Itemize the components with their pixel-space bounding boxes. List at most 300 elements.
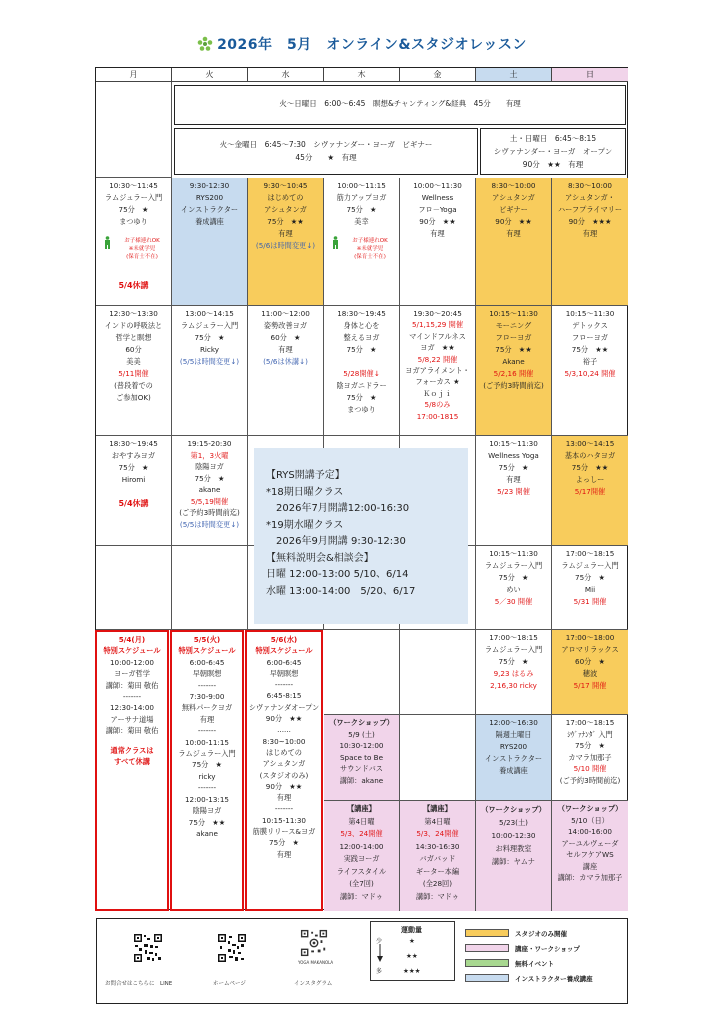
class-time: 10:30～11:45 (109, 181, 158, 190)
class-duration: 75分 ★★ (571, 463, 609, 472)
banner-meditation-text: 火～日曜日 6:00～6:45 瞑想&チャンティング&経典 45分 有理 (279, 99, 521, 108)
class-change-note: (5/5は時間変更↓) (179, 519, 240, 529)
special-line: 無料パークヨガ (181, 703, 233, 713)
special-line: 90分 ★★ (265, 714, 303, 724)
kids-text: ※未就学児 (356, 246, 384, 252)
class-duration: 75分 ★ (498, 463, 529, 472)
special-line: 7:30-9:00 (189, 692, 225, 702)
class-time: 12:00～16:30 (489, 718, 538, 727)
special-line: akane (196, 828, 218, 838)
special-line: アシュタンガ (262, 759, 306, 769)
day-header-sat: 土 (476, 68, 552, 82)
class-duration: 75分 ★★ (571, 345, 609, 354)
workshop-cell-sat-7[interactable] (476, 801, 552, 911)
course-date-note: 5/3、24開催 (340, 829, 383, 838)
class-duration: 75分 ★ (575, 741, 605, 750)
class-date-note: 5/8,22 開催 (417, 354, 458, 364)
class-cell-tue-3[interactable] (172, 436, 248, 546)
special-line: 75分 ★ (269, 838, 299, 848)
class-cell-fri-2[interactable] (400, 306, 476, 436)
empty-cell (324, 630, 400, 715)
class-teacher: 美幸 (354, 217, 369, 226)
class-duration: 60分 (125, 345, 142, 354)
class-teacher: カマラ加那子 (568, 752, 612, 762)
rys-line: 2026年7月開講12:00-16:30 (276, 503, 410, 514)
course-teacher: 講師：マドゥ (416, 891, 459, 901)
banner-text: 90分 ★★ 有理 (522, 160, 584, 169)
class-date-note: 5/31 開催 (573, 597, 607, 606)
class-teacher: 裕子 (582, 357, 598, 366)
class-time: 17:00～18:15 (565, 549, 615, 558)
class-duration: 75分 ★ (118, 463, 149, 472)
class-time: 19:15-20:30 (187, 439, 232, 448)
class-name: 哲学と瞑想 (115, 333, 152, 342)
kids-text: (保育士不在) (354, 254, 386, 260)
banner-text: 45分 ★ 有理 (295, 153, 357, 162)
class-teacher: よっしー (575, 475, 605, 484)
class-date-note: 9,23 はるみ (493, 669, 534, 678)
special-line: 90分 ★★ (265, 781, 303, 791)
day-header-mon: 月 (96, 68, 172, 82)
workshop-date: 5/10（日） (571, 815, 609, 825)
class-time: 17:00～18:15 (565, 718, 615, 727)
class-teacher: まつゆり (119, 217, 148, 226)
class-cell-sat-4[interactable] (476, 546, 552, 630)
class-teacher: 有理 (278, 229, 293, 238)
class-change-note: (5/6は時間変更↓) (255, 241, 316, 250)
workshop-time: 14:00-16:00 (567, 827, 613, 836)
rys-info-box (254, 448, 468, 624)
day-header-fri: 金 (400, 68, 476, 82)
class-date-note: 5/17 開催 (573, 681, 607, 690)
special-line: 講師：菊田 敬佑 (105, 726, 159, 736)
empty-cell (96, 546, 172, 630)
special-line: ------- (122, 692, 142, 702)
class-teacher: 有理 (582, 229, 598, 238)
class-teacher: 有理 (506, 229, 521, 238)
rys-line: 水曜 13:00-14:00 5/20、6/17 (266, 585, 416, 597)
class-name: アシュタンガ (264, 205, 307, 214)
workshop-name: お料理教室 (495, 844, 532, 853)
class-name: インストラクター (180, 205, 239, 214)
class-name: ラムジュラー入門 (104, 193, 163, 202)
empty-cell (96, 82, 172, 178)
child-icon (103, 236, 112, 249)
class-cell-sun-2[interactable] (552, 306, 628, 436)
workshop-cell-sun-7[interactable] (552, 801, 628, 911)
class-cell-mon-3[interactable] (96, 436, 172, 546)
workshop-name: サウンドバス (340, 764, 383, 773)
workshop-teacher: 講師：ヤムナ (492, 857, 535, 866)
class-name: はじめての (267, 193, 304, 202)
class-date-note: 5/17開催 (574, 487, 606, 496)
banner-text: シヴァナンダー・ヨーガ オープン (493, 147, 613, 156)
class-name: 姿勢改善ヨガ (263, 321, 308, 330)
qr-caption: YOGA MAKANOLA (298, 960, 334, 965)
arrow-down-icon (377, 944, 383, 962)
class-duration: 75分 ★ (575, 573, 605, 582)
special-line: 6:45-8:15 (266, 691, 302, 701)
class-date-note: 5/2,16 開催 (493, 369, 534, 378)
special-note: すべて休講 (114, 757, 150, 767)
class-teacher: Ｋｏｊｉ (423, 388, 452, 398)
special-line: ------- (274, 680, 294, 690)
legend-swatch-workshop (465, 944, 509, 952)
intensity-low-label: 少 (376, 938, 383, 945)
class-cancel-note: 5/4休講 (118, 281, 149, 290)
special-line: 75分 ★★ (188, 817, 226, 827)
child-icon (331, 236, 340, 249)
special-line: 早朝瞑想 (269, 668, 299, 678)
workshop-cell-thu-6[interactable] (324, 715, 400, 801)
course-name: ギーター本編 (415, 866, 460, 876)
class-time: 10:15～11:30 (489, 549, 538, 558)
banner-text: 火～金曜日 6:45～7:30 シヴァナンダー・ヨーガ ビギナー (219, 140, 433, 149)
class-cell-sat-1[interactable] (476, 178, 552, 306)
class-duration: 75分 ★ (194, 473, 225, 483)
special-line: 講師：菊田 敬佑 (105, 680, 159, 690)
class-teacher: akane (198, 485, 221, 494)
banner-text: 土・日曜日 6:45～8:15 (509, 134, 597, 143)
course-cell-fri-7[interactable] (400, 801, 476, 911)
class-duration: 90分 ★★ (495, 217, 532, 226)
special-line: 有理 (276, 793, 292, 803)
class-time: 12:30～13:30 (109, 309, 158, 318)
class-name: フロ－Yoga (418, 205, 457, 214)
special-line: ヨーガ哲学 (114, 669, 150, 679)
class-date-note: 17:00-1815 (416, 411, 459, 421)
rys-line: *19期水曜クラス (266, 519, 344, 531)
class-teacher: Mii (584, 585, 596, 594)
class-teacher: 穂波 (582, 669, 598, 678)
class-time: 10:15～11:30 (489, 439, 538, 448)
legend-swatch-free (465, 959, 509, 967)
rys-title: 【RYS開講予定】 (266, 470, 345, 481)
class-time: 17:00～18:00 (565, 633, 615, 642)
special-line: ラムジュラー入門 (178, 749, 236, 759)
class-date-note: 5／30 開催 (494, 597, 533, 606)
day-header-thu: 木 (324, 68, 400, 82)
special-line: 有理 (276, 849, 292, 859)
class-date-note: 5/28開催↓ (343, 369, 380, 378)
class-name: ラムジュラー入門 (484, 645, 543, 654)
class-teacher: 有理 (278, 345, 293, 354)
workshop-date: 5/23(土) (499, 818, 528, 827)
class-duration: 75分 ★ (498, 573, 529, 582)
special-date: 5/4(月) (118, 635, 146, 644)
class-name: アシュタンガ (492, 193, 535, 202)
class-teacher: まつゆり (347, 405, 376, 414)
class-name: 筋力アップヨガ (336, 193, 387, 202)
banner-sivananda-open (480, 128, 626, 175)
workshop-label: （ワークショップ） (329, 718, 394, 727)
workshop-teacher: 講師：カマラ加那子 (557, 873, 623, 882)
class-teacher: Akane (502, 357, 525, 366)
star-icon: ★★★ (403, 967, 421, 975)
class-date-note: 5/11開催 (118, 369, 149, 378)
class-name: フォーカス ★ (415, 377, 460, 387)
class-cell-sat-5[interactable] (476, 630, 552, 715)
special-line: 陰陽ヨガ (192, 806, 222, 816)
class-change-note: (5/6は休講↓) (263, 357, 308, 366)
class-name: 陰陽ヨガ (195, 462, 224, 471)
class-note: (ご予約3時間前迄) (559, 775, 621, 785)
class-name: 養成講座 (195, 217, 224, 226)
class-duration: 75分 ★ (194, 333, 225, 342)
class-duration: 75分 ★ (346, 393, 377, 402)
class-teacher: Hiromi (121, 475, 146, 484)
class-teacher: めい (506, 585, 521, 594)
class-time: 10:15～11:30 (489, 309, 538, 318)
special-title: 特別スケジュール (103, 646, 161, 656)
kids-text: お子様連れOK (352, 238, 388, 244)
workshop-name: 講座 (582, 861, 598, 871)
special-line: ...... (277, 725, 291, 735)
banner-meditation (174, 85, 626, 125)
special-line: 8:30~10:00 (262, 736, 306, 746)
special-line: 75分 ★ (192, 760, 222, 770)
special-line: 6:00-6:45 (266, 657, 302, 667)
special-line: 6:00-6:45 (189, 657, 225, 667)
class-cell-tue-2[interactable] (172, 306, 248, 436)
class-time: 10:15～11:30 (565, 309, 615, 318)
special-date: 5/5(火) (193, 635, 221, 644)
class-cell-sat-6[interactable] (476, 715, 552, 801)
legend-label: 講座・ワークショップ (515, 945, 580, 953)
class-name: 基本のハタヨガ (564, 451, 616, 460)
class-cell-wed-1[interactable] (248, 178, 324, 306)
homepage-qr-code-icon[interactable] (217, 933, 247, 963)
class-name: 身体と心を (343, 321, 380, 330)
course-name: 実践ヨーガ (343, 854, 380, 863)
intensity-high-label: 多 (376, 968, 383, 975)
class-name: ラムジュラー入門 (484, 561, 543, 570)
special-line: 12:00-13:15 (184, 794, 230, 804)
class-name: ｼｳﾞｧﾅﾝﾀﾞ 入門 (567, 729, 613, 739)
legend-swatch-instructor (465, 974, 509, 982)
class-name: フローヨガ (495, 333, 532, 342)
class-name: おやすみヨガ (111, 451, 156, 460)
class-cell-sun-5[interactable] (552, 630, 628, 715)
class-time: 11:00～12:00 (261, 309, 310, 318)
class-date-note: 5/8のみ (424, 400, 451, 410)
class-change-note: (5/5は時間変更↓) (179, 357, 240, 366)
class-name: ビギナー (499, 205, 528, 214)
special-line: 10:00-11:15 (184, 737, 230, 747)
class-duration: 75分 ★ (346, 345, 377, 354)
class-name: フローヨガ (572, 333, 608, 342)
class-duration: 90分 ★★★ (568, 217, 612, 226)
workshop-name: セルフケアWS (566, 850, 614, 859)
class-name: Wellness (421, 193, 454, 202)
class-time: 10:00～11:15 (337, 181, 386, 190)
class-cell-thu-2[interactable] (324, 306, 400, 436)
class-name: 整えるヨガ (343, 333, 380, 342)
special-line: 10:00-12:00 (109, 657, 155, 667)
empty-cell (400, 715, 476, 801)
class-note: ご参加OK) (116, 393, 151, 402)
class-teacher: 有理 (430, 229, 445, 238)
qr-label: お問合せはこちらに LINE (105, 981, 173, 987)
class-date-note: 5/23 開催 (497, 487, 530, 496)
class-date-note: 5/3,10,24 開催 (564, 369, 616, 378)
footer (96, 918, 628, 1004)
empty-cell (172, 546, 248, 630)
special-schedule-mon[interactable] (95, 630, 169, 911)
class-date-note: 第1，3火曜 (190, 450, 229, 460)
workshop-name: アーユルヴェーダ (561, 838, 619, 848)
class-time: 10:00～11:30 (413, 181, 462, 190)
special-schedule-wed[interactable] (245, 630, 323, 911)
course-day: 第4日曜 (348, 816, 375, 826)
class-name: ラムジュラー入門 (561, 561, 619, 570)
special-line: (スタジオのみ) (259, 770, 309, 780)
class-time: 18:30～19:45 (337, 309, 386, 318)
course-name: バガバッド (419, 854, 456, 863)
class-cell-sun-4[interactable] (552, 546, 628, 630)
course-label: 【講座】 (423, 804, 452, 813)
special-line: 10:15-11:30 (261, 815, 307, 825)
line-qr-code-icon[interactable] (133, 933, 163, 963)
class-time: 13:00～14:15 (565, 439, 615, 448)
special-note: 通常クラスは (110, 745, 154, 755)
course-day: 第4日曜 (424, 816, 451, 826)
class-duration: 60分 ★ (575, 657, 605, 666)
special-schedule-tue[interactable] (170, 630, 244, 911)
special-line: ricky (198, 771, 216, 781)
rys-line: 2026年9月開講 9:30-12:30 (276, 536, 406, 547)
class-cell-fri-1[interactable] (400, 178, 476, 306)
class-duration: 75分 ★★ (267, 217, 304, 226)
workshop-time: 10:00-12:30 (491, 831, 536, 840)
legend-label: 無料イベント (515, 960, 554, 968)
class-time: 9:30～10:45 (263, 181, 308, 190)
course-sessions: (全28回) (422, 879, 453, 888)
class-name: RYS200 (499, 742, 528, 751)
class-teacher: 有理 (506, 475, 521, 484)
class-name: 隔週土曜日 (495, 730, 532, 739)
class-cell-mon-2[interactable] (96, 306, 172, 436)
class-name: 陰ヨガニドラー (336, 381, 387, 390)
course-date-note: 5/3、24開催 (416, 829, 459, 838)
class-time: 17:00～18:15 (489, 633, 538, 642)
rys-line: 日曜 12:00-13:00 5/10、6/14 (266, 569, 409, 580)
class-duration: 75分 ★ (118, 205, 149, 214)
class-time: 8:30～10:00 (491, 181, 536, 190)
class-cell-sun-6[interactable] (552, 715, 628, 801)
class-cancel-note: 5/4休講 (118, 499, 149, 508)
class-time: 13:00～14:15 (185, 309, 234, 318)
class-name: アロマリラックス (561, 645, 619, 654)
course-sessions: (全7回) (349, 879, 374, 888)
workshop-time: 10:30-12:00 (339, 741, 384, 750)
class-cell-sun-1[interactable] (552, 178, 628, 306)
instagram-qr-code-icon[interactable] (300, 929, 328, 957)
class-name: 養成講座 (499, 766, 528, 775)
title-text: 2026年 5月 オンライン&スタジオレッスン (217, 37, 527, 53)
class-note: (ご予約3時間前迄) (483, 381, 544, 390)
special-line: アーサナ道場 (110, 714, 154, 724)
class-name: RYS200 (195, 193, 224, 202)
course-teacher: 講師：マドゥ (340, 891, 383, 901)
special-line: 有理 (199, 714, 215, 724)
rys-subtitle: 【無料説明会&相談会】 (266, 552, 374, 564)
class-date-note: 5/5,19開催 (190, 496, 229, 506)
course-label: 【講座】 (347, 804, 376, 813)
class-note: (ご予約3時間前迄) (179, 508, 240, 517)
intensity-title: 運動量 (401, 926, 422, 934)
class-cell-tue-1[interactable] (172, 178, 248, 306)
class-time: 9:30-12:30 (189, 181, 230, 190)
day-header-wed: 水 (248, 68, 324, 82)
class-name: モーニング (495, 321, 532, 330)
workshop-label: （ワークショップ） (557, 804, 623, 813)
intensity-legend (370, 921, 455, 981)
special-line: 筋膜リリース&ヨガ (252, 827, 316, 837)
class-cell-sat-2[interactable] (476, 306, 552, 436)
course-cell-thu-7[interactable] (324, 801, 400, 911)
class-name: ラムジュラー入門 (180, 321, 239, 330)
empty-cell (400, 630, 476, 715)
kids-ok-note (341, 237, 399, 261)
class-cell-wed-2[interactable] (248, 306, 324, 436)
qr-label: ホームページ (213, 981, 246, 987)
class-cell-sun-3[interactable] (552, 436, 628, 546)
class-name: ハーフプライマリー (557, 205, 623, 214)
kids-text: ※未就学児 (128, 246, 156, 252)
rys-line: *18期日曜クラス (266, 486, 344, 498)
legend-swatch-studio (465, 929, 509, 937)
workshop-name: Space to Be (339, 752, 384, 762)
special-date: 5/6(水) (270, 635, 298, 644)
day-header-sun: 日 (552, 68, 628, 82)
special-line: はじめての (266, 747, 302, 757)
workshop-date: 5/9 (土) (348, 729, 375, 739)
special-line: ------- (197, 783, 217, 793)
class-time: 19:30～20:45 (413, 309, 462, 318)
special-title: 特別スケジュール (178, 646, 236, 656)
class-name: ヨガアライメント・ (405, 366, 470, 376)
banner-sivananda-beginner (174, 128, 478, 175)
class-name: インストラクター (484, 754, 543, 763)
class-duration: 75分 ★ (346, 205, 377, 214)
class-time: 8:30～10:00 (567, 181, 613, 190)
course-name: ライフスタイル (336, 866, 387, 876)
legend-label: スタジオのみ開催 (515, 930, 567, 938)
class-name: デトックス (572, 321, 608, 330)
class-duration: 75分 ★ (498, 657, 529, 666)
class-teacher: Ricky (199, 345, 220, 354)
class-date-note: 5/10 開催 (573, 764, 607, 773)
kids-ok-note (113, 237, 171, 261)
class-duration: 60分 ★ (270, 333, 301, 342)
star-icon: ★★ (406, 952, 418, 960)
workshop-label: （ワークショップ） (481, 805, 546, 814)
special-line: ------- (197, 726, 217, 736)
workshop-teacher: 講師：akane (339, 775, 384, 785)
class-duration: 75分 ★★ (495, 345, 532, 354)
class-cell-sat-3[interactable] (476, 436, 552, 546)
day-header-tue: 火 (172, 68, 248, 82)
class-date-note: 2,16,30 ricky (490, 681, 537, 690)
class-date-note: 5/1,15,29 開催 (411, 320, 464, 330)
legend-label: インストラクター養成講座 (515, 975, 593, 983)
special-line: シヴァナンダオープン (248, 702, 320, 712)
class-teacher: 美美 (126, 357, 141, 366)
special-title: 特別スケジュール (255, 646, 313, 656)
flower-logo-icon (197, 36, 213, 52)
qr-label: インスタグラム (294, 981, 333, 987)
